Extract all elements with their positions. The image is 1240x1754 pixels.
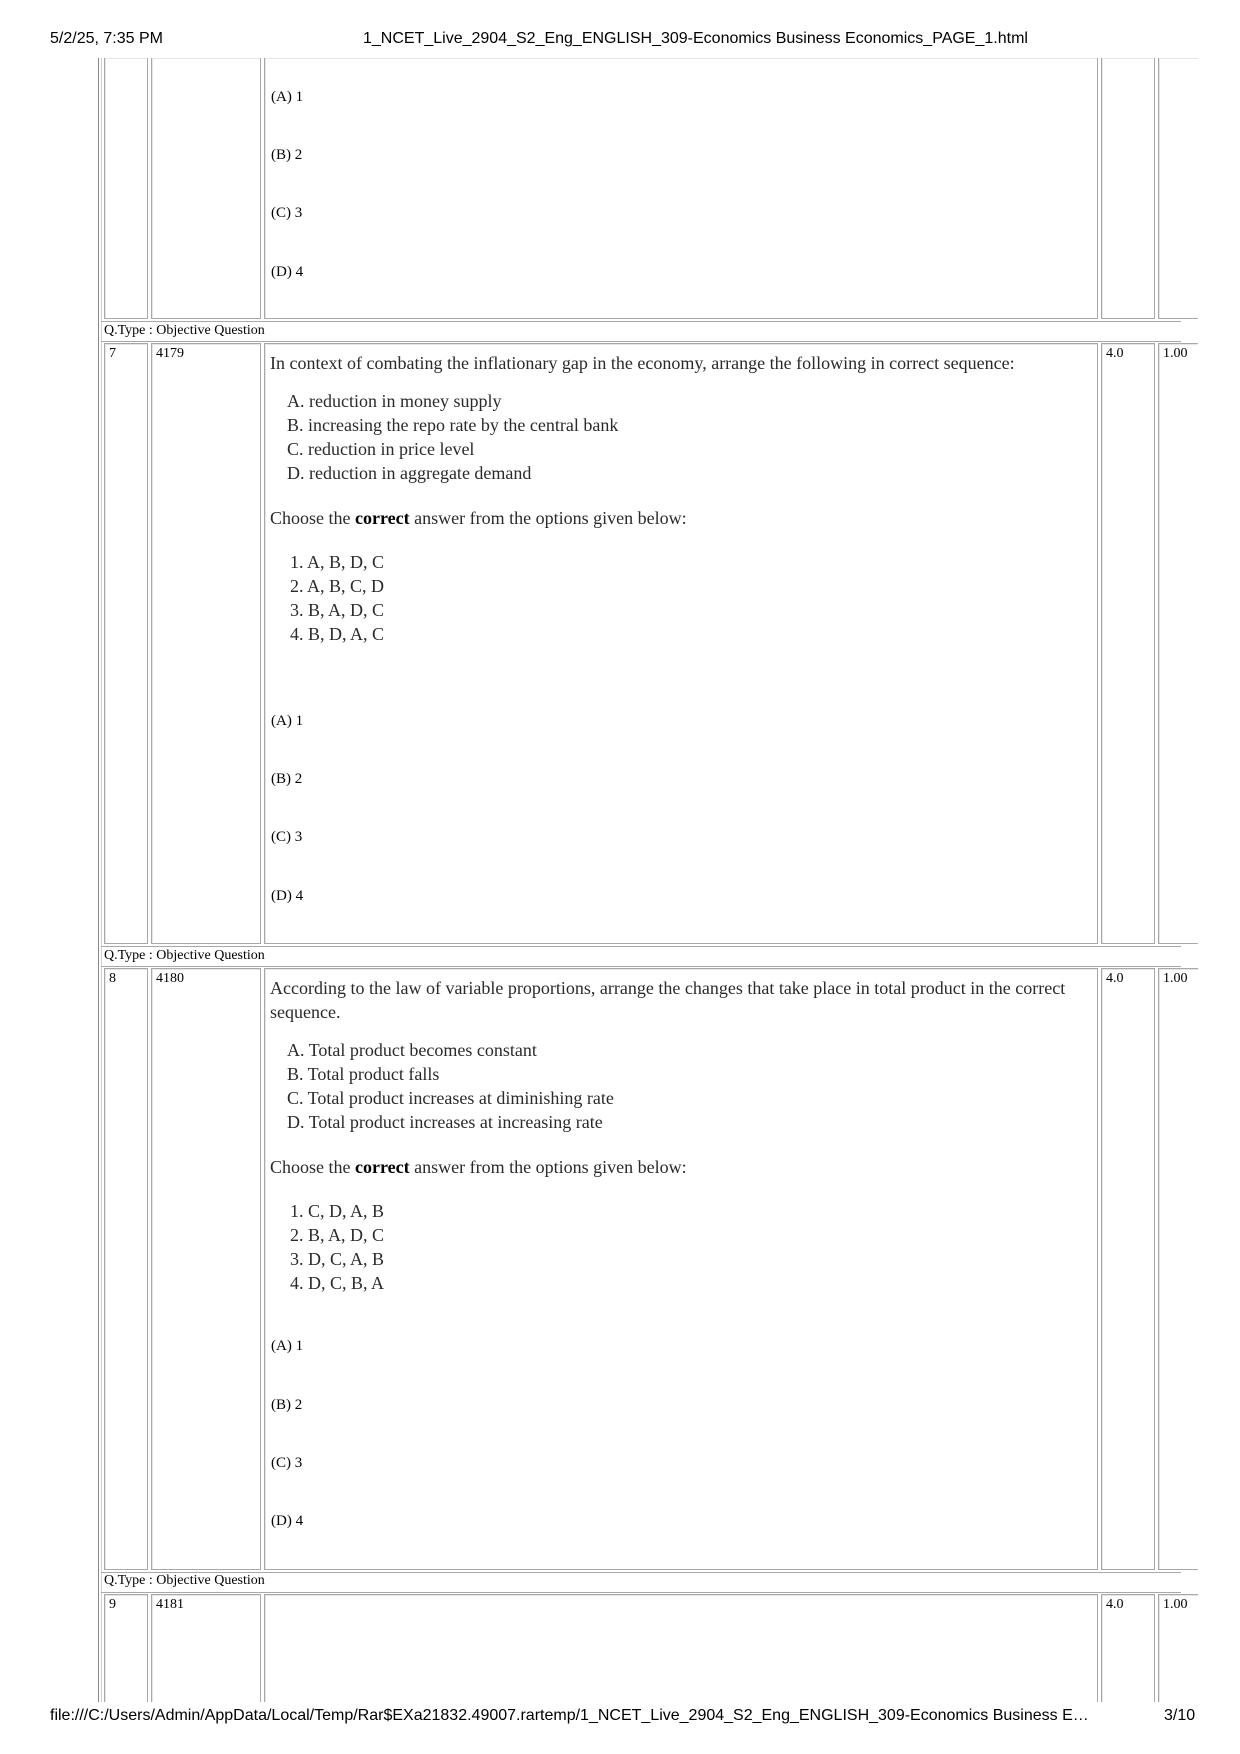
negative-marks-cell: [1158, 58, 1198, 319]
choice-list: [270, 1199, 1100, 1295]
statement-item: A. reduction in money supply: [287, 391, 502, 411]
choice-list: [270, 550, 1100, 646]
question-id: 4180: [156, 971, 184, 986]
option-b: (B) 2: [271, 1397, 303, 1413]
choice-item: 2. A, B, C, D: [290, 576, 385, 596]
question-type-label: Q.Type : Objective Question: [104, 1573, 265, 1588]
choice-item: 4. B, D, A, C: [290, 624, 385, 644]
negative-marks: 1.00: [1163, 971, 1188, 986]
statement-item: D. Total product increases at increasing rate: [287, 1112, 603, 1132]
negative-marks-cell: [1158, 968, 1198, 1570]
marks: 4.0: [1106, 1597, 1124, 1612]
option-c: (C) 3: [271, 205, 303, 221]
choice-item: 3. B, A, D, C: [290, 600, 385, 620]
negative-marks-cell: [1158, 1594, 1198, 1702]
row-divider: [101, 341, 1181, 342]
sno-cell: [104, 1594, 148, 1702]
question-cell: [264, 58, 1098, 319]
negative-marks: 1.00: [1163, 1597, 1188, 1612]
question-type-label: Q.Type : Objective Question: [104, 948, 265, 963]
statement-item: D. reduction in aggregate demand: [287, 463, 532, 483]
row-divider: [101, 321, 1181, 322]
question-text: In context of combating the inflationary gap in the economy, arrange the following in correct sequence:: [270, 353, 1015, 373]
print-page-title: 1_NCET_Live_2904_S2_Eng_ENGLISH_309-Economics Business Economics_PAGE_1.html: [363, 30, 1028, 47]
choice-item: 4. D, C, B, A: [290, 1273, 385, 1293]
sno-cell: [104, 968, 148, 1570]
print-page-number: 3/10: [1164, 1707, 1196, 1724]
option-d: (D) 4: [271, 888, 304, 904]
negative-marks: 1.00: [1163, 346, 1188, 361]
qid-cell: [151, 343, 261, 944]
statement-item: A. Total product becomes constant: [287, 1040, 537, 1060]
print-file-path: file:///C:/Users/Admin/AppData/Local/Temp/Rar$EXa21832.49007.rartemp/1_NCET_Live_2904_S2_Eng_ENGLISH_309-Economics Business E…: [50, 1707, 1089, 1724]
option-a: (A) 1: [271, 1338, 304, 1354]
option-b: (B) 2: [271, 147, 303, 163]
question-cell: [264, 1594, 1098, 1702]
serial-number: 8: [109, 971, 116, 986]
question-id: 4181: [156, 1597, 184, 1612]
question-type-label: Q.Type : Objective Question: [104, 323, 265, 338]
question-id: 4179: [156, 346, 184, 361]
sno-cell: [104, 58, 148, 319]
negative-marks-cell: [1158, 343, 1198, 944]
row-divider: [101, 1592, 1181, 1593]
question-content: [270, 976, 1100, 1295]
statement-list: [270, 389, 1100, 485]
option-a: (A) 1: [271, 89, 304, 105]
marks-cell: [1101, 58, 1155, 319]
option-a: (A) 1: [271, 713, 304, 729]
choice-item: 3. D, C, A, B: [290, 1249, 385, 1269]
option-b: (B) 2: [271, 771, 303, 787]
serial-number: 9: [109, 1597, 116, 1612]
statement-list: [270, 1038, 1100, 1134]
question-text: According to the law of variable proportions, arrange the changes that take place in total product in the correct sequence.: [270, 978, 1066, 1022]
serial-number: 7: [109, 346, 116, 361]
statement-item: C. Total product increases at diminishing rate: [287, 1088, 614, 1108]
qid-cell: [151, 1594, 261, 1702]
qid-cell: [151, 58, 261, 319]
table-left-border-inner: [101, 58, 102, 1702]
table-left-border: [98, 58, 99, 1702]
instruction-text: Choose the correct answer from the options given below:: [270, 508, 687, 528]
statement-item: B. increasing the repo rate by the central bank: [287, 415, 619, 435]
instruction-text: Choose the correct answer from the options given below:: [270, 1157, 687, 1177]
option-d: (D) 4: [271, 1513, 304, 1529]
option-d: (D) 4: [271, 264, 304, 280]
question-content: [270, 351, 1100, 646]
marks-cell: [1101, 1594, 1155, 1702]
choice-item: 1. A, B, D, C: [290, 552, 385, 572]
option-c: (C) 3: [271, 829, 303, 845]
row-divider: [101, 946, 1181, 947]
marks-cell: [1101, 968, 1155, 1570]
option-c: (C) 3: [271, 1455, 303, 1471]
marks-cell: [1101, 343, 1155, 944]
marks: 4.0: [1106, 346, 1124, 361]
statement-item: C. reduction in price level: [287, 439, 475, 459]
marks: 4.0: [1106, 971, 1124, 986]
choice-item: 2. B, A, D, C: [290, 1225, 385, 1245]
statement-item: B. Total product falls: [287, 1064, 440, 1084]
qid-cell: [151, 968, 261, 1570]
print-datetime: 5/2/25, 7:35 PM: [50, 30, 163, 47]
sno-cell: [104, 343, 148, 944]
row-divider: [101, 966, 1181, 967]
choice-item: 1. C, D, A, B: [290, 1201, 385, 1221]
